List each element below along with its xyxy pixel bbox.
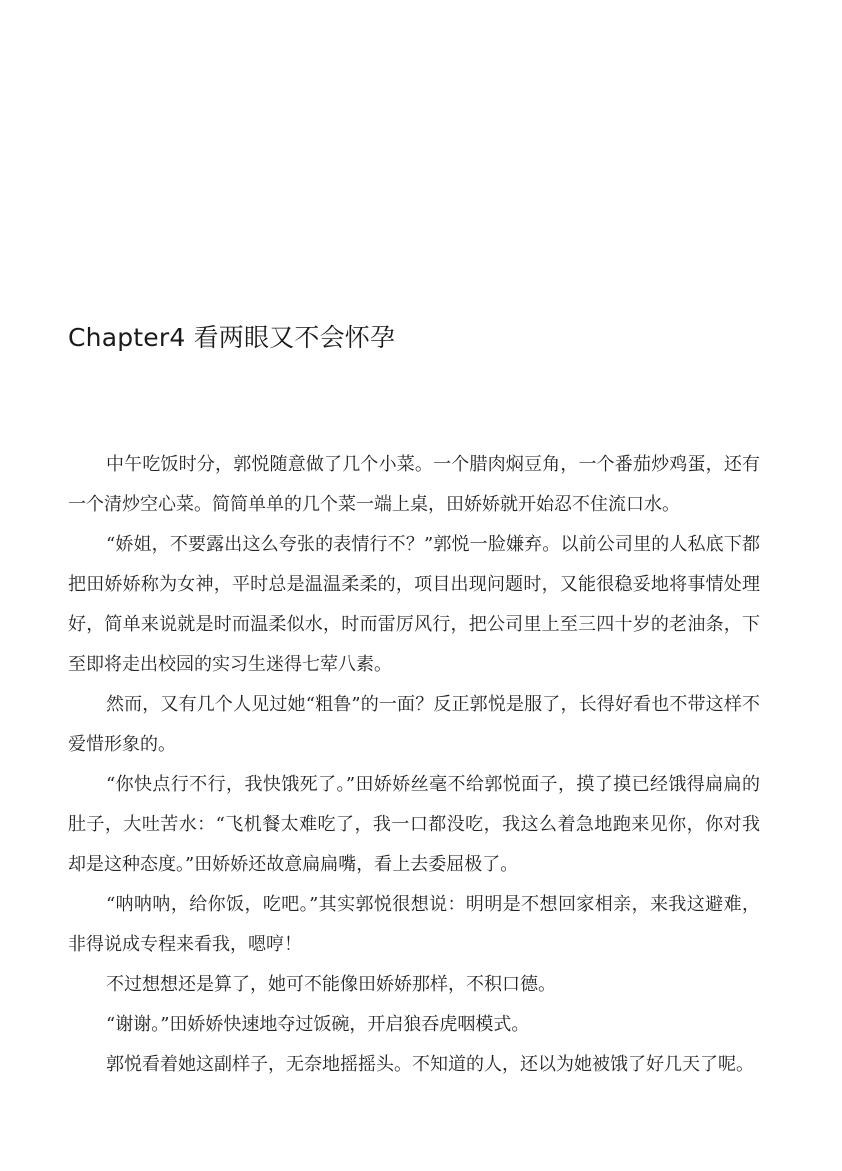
paragraph: 郭悦看着她这副样子，无奈地摇摇头。不知道的人，还以为她被饿了好几天了呢。 <box>106 1054 754 1075</box>
paragraph: “你快点行不行，我快饿死了。”田娇娇丝毫不给郭悦面子，摸了摸已经饿得扁扁的肚子，大吐苦水：“飞机餐太难吃了，我一口都没吃，我这么着急地跑来见你，你对我却是这种态度。”田娇娇还故意扁扁嘴，看上去委屈极了。 <box>68 774 760 875</box>
paragraph: “谢谢。”田娇娇快速地夺过饭碗，开启狼吞虎咽模式。 <box>106 1014 530 1035</box>
chapter-body <box>68 445 760 1085</box>
paragraph: “娇姐，不要露出这么夸张的表情行不？”郭悦一脸嫌弃。以前公司里的人私底下都把田娇娇称为女神，平时总是温温柔柔的，项目出现问题时，又能很稳妥地将事情处理好，简单来说就是时而温柔似水，时而雷厉风行，把公司里上至三四十岁的老油条，下至即将走出校园的实习生迷得七荤八素。 <box>68 534 760 675</box>
paragraph: 然而，又有几个人见过她“粗鲁”的一面？反正郭悦是服了，长得好看也不带这样不爱惜形象的。 <box>68 694 760 755</box>
paragraph: “呐呐呐，给你饭，吃吧。”其实郭悦很想说：明明是不想回家相亲，来我这避难，非得说成专程来看我，嗯哼！ <box>68 894 760 955</box>
paragraph: 中午吃饭时分，郭悦随意做了几个小菜。一个腊肉焖豆角，一个番茄炒鸡蛋，还有一个清炒空心菜。简简单单的几个菜一端上桌，田娇娇就开始忍不住流口水。 <box>68 454 760 515</box>
paragraph: 不过想想还是算了，她可不能像田娇娇那样，不积口德。 <box>106 974 556 995</box>
chapter-title: Chapter4 看两眼又不会怀孕 <box>68 323 396 352</box>
